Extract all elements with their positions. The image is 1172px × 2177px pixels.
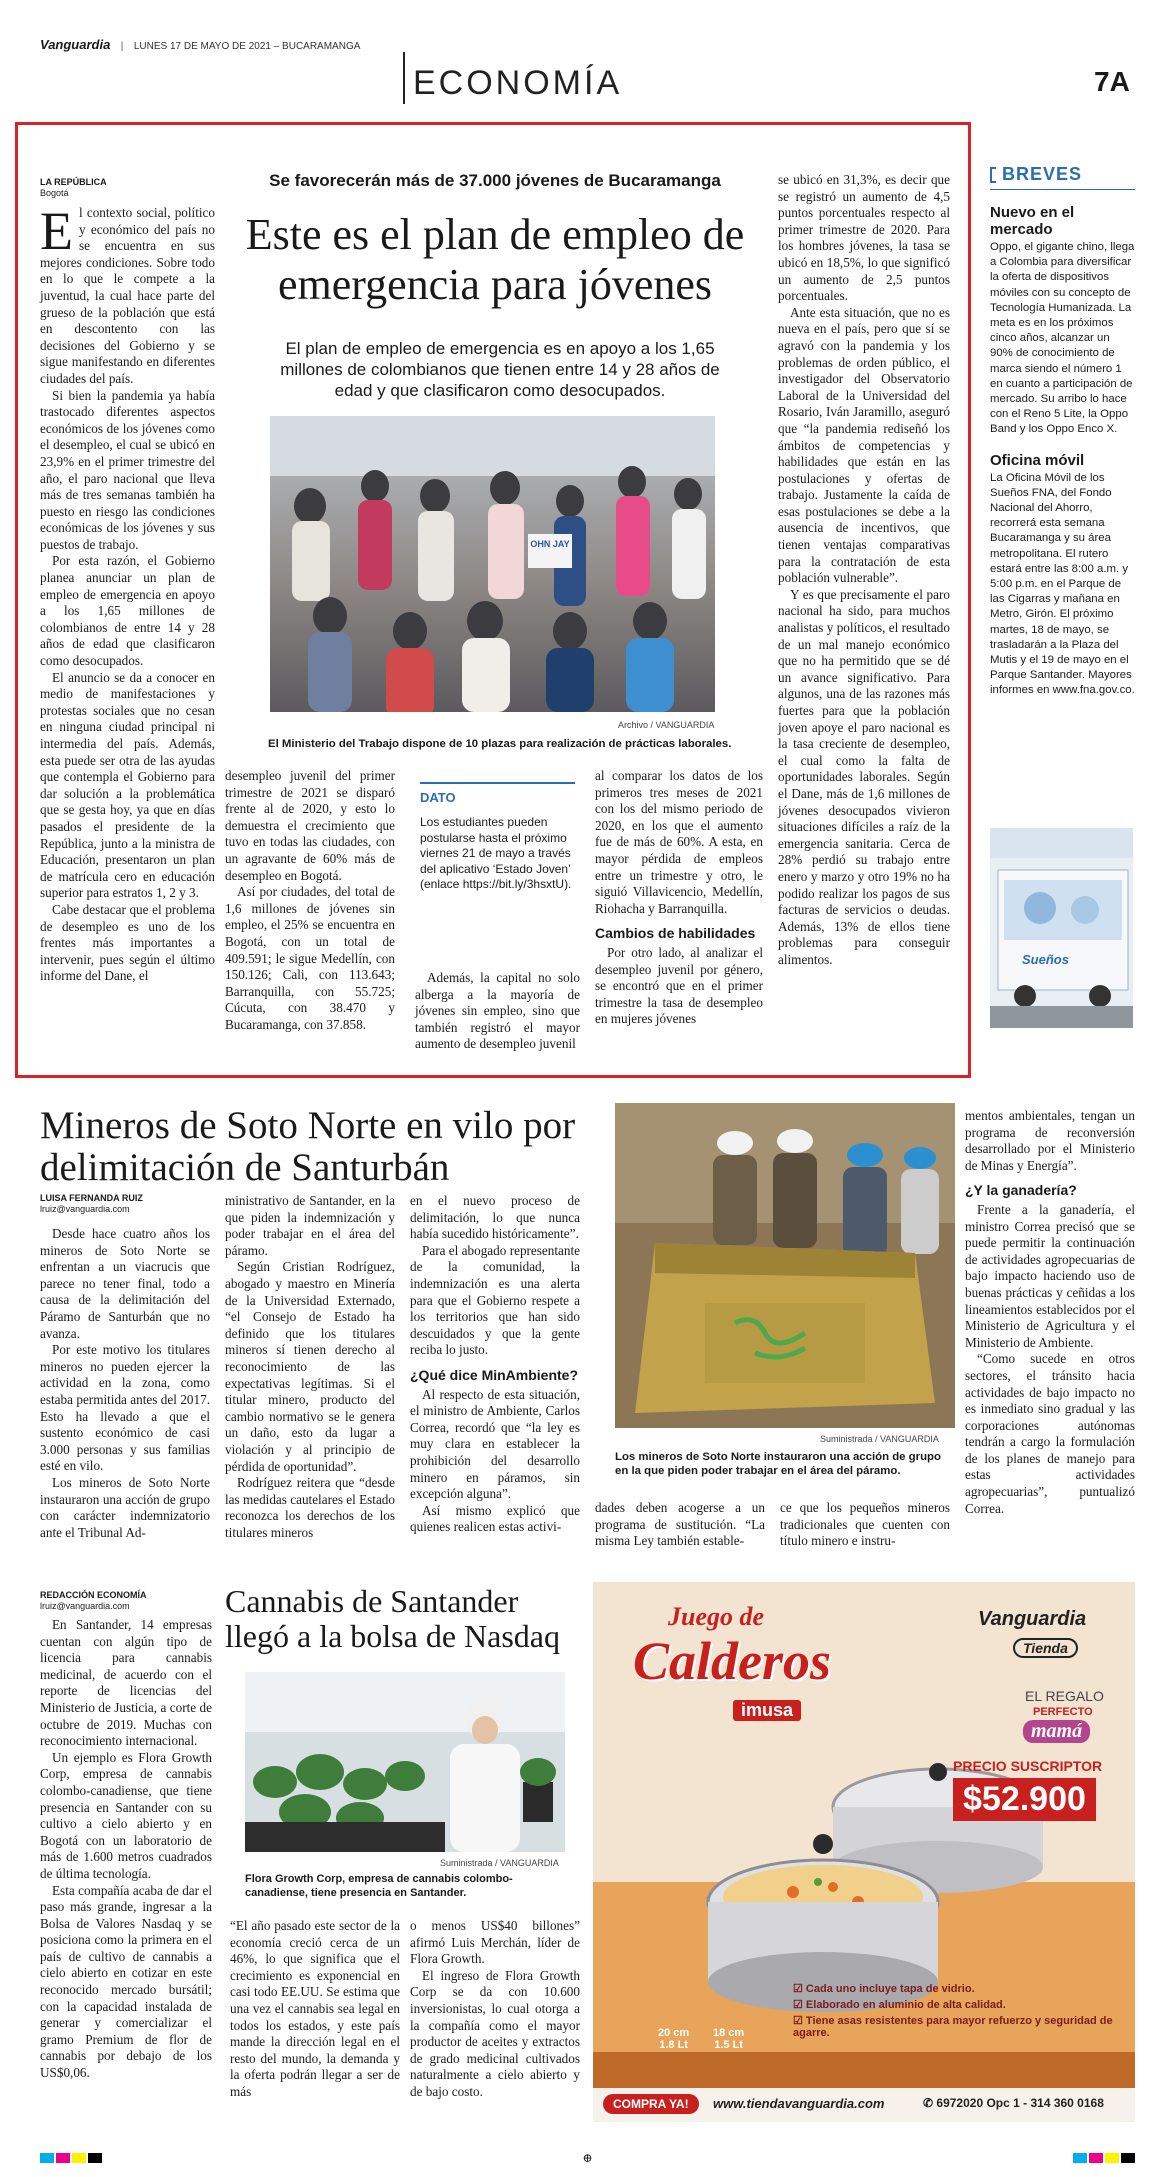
lead-column-4: al comparar los datos de los primeros tres meses de 2021 con los del mismo periodo de 2020, en los que el aumento fue de más de 60%. A esta, en mayor pérdida de empleos entre un trimestre y otro, le siguió Villavicencio, Medellín, Riohacha y Barranquilla. Cambios de habilidades Por otro lado, al analizar el desempleo juvenil por género, se encontró que en el primer trimestre la tasa de desempleo en mujeres jóvenes [595, 768, 763, 1027]
breves-item1-title: Nuevo en el mercado [990, 204, 1075, 238]
lead-subhead-habilidades: Cambios de habilidades [595, 925, 756, 942]
fna-truck-illustration [990, 828, 1133, 1028]
section-divider [403, 52, 405, 104]
ad-features [793, 1982, 1123, 2039]
lead-place: Bogotá [40, 188, 69, 198]
dato-label: DATO [420, 790, 456, 805]
ad-price-label: PRECIO SUSCRIPTOR [953, 1758, 1103, 1774]
lead-column-1: E l contexto social, político y económico del país no se encuentra en sus mejores condiciones. Sobre todo en lo que le compete a la juventud, la cual hace parte del grueso de la población que está en descontento con las decisiones del Gobierno y se sigue manifestando en diferentes ciudades del país. Si bien la pandemia ya había trastocado diferentes aspectos económicos de los jóvenes como el desempleo, el cual se ubicó en 23,9% en el primer trimestre del año, el paro nacional que lleva más de tres semanas también ha puesto en riesgo las condiciones económicas de los jóvenes y sus puestos de trabajo. Por esta razón, el Gobierno planea anunciar un plan de empleo de emergencia en apoyo a los 1,65 millones de colombianos de entre 14 y 28 años de edad que clasificaron como desocupados. El anuncio se da a conocer en medio de manifestaciones y protestas sociales que no cesan en ninguna ciudad principal ni intermedia del país. Además, esta puede ser otra de las ayudas que contempla el Gobierno para dar solución a la problemática que se gesta hoy, ya que en días pasados el presidente de la República, junto a la ministra de Educación, presentaron un plan de matrícula cero en educación superior para estratos 1, 2 y 3. Cabe destacar que el problema de desempleo es uno de los frentes más importantes a intervenir, pues según el último informe del Dane, el [40, 201, 215, 984]
ad-feature-3: ☑ Tiene asas resistentes para mayor refuerzo y seguridad de agarre. [793, 2015, 1113, 2039]
masthead: Vanguardia | LUNES 17 DE MAYO DE 2021 – BUCARAMANGA [40, 37, 361, 52]
mineros-headline: Mineros de Soto Norte en vilo por delimitación de Santurbán [40, 1104, 576, 1189]
ad-regalo-2: PERFECTO [1033, 1706, 1093, 1718]
cannabis-photo-credit: Suministrada / VANGUARDIA [440, 1858, 559, 1868]
mineros-column-1: Desde hace cuatro años los mineros de Soto Norte se enfrentan a un viacrucis que parece no tener final, todo a causa de la delimitación del Páramo de Santurbán que no avanza. Por este motivo los titulares mineros no pueden ejercer la actividad en la zona, como estaba permitida antes del 2017. Esto ha llevado a que el sustento económico de casi 3.000 personas y sus familias esté en vilo. Los mineros de Soto Norte instauraron una acción de grupo con carácter indemnizatorio ante el Tribunal Ad- [40, 1226, 210, 1540]
ad-size-2: 18 cm 1.5 Lt [713, 2027, 745, 2051]
registration-mark-icon: ⊕ [582, 2151, 593, 2165]
color-swatches-left [40, 2153, 102, 2163]
breves-item2-title: Oficina móvil [990, 451, 1085, 469]
section-title: ECONOMÍA [413, 64, 623, 102]
issue-date: LUNES 17 DE MAYO DE 2021 – BUCARAMANGA [133, 41, 361, 52]
cannabis-email: lruiz@vanguardia.com [40, 1601, 130, 1611]
mineros-column-3: en el nuevo proceso de delimitación, lo que nunca había sucedido históricamente”. Para el abogado representante de la comunidad, la indemnización es una alerta para que el Gobierno respete a los territorios que han sido descuidados y que la gente reciba lo justo. ¿Qué dice MinAmbiente? Al respecto de esta situación, el ministro de Ambiente, Carlos Correa, recordó que “la ley es muy clara en establecer la prohibición del desarrollo minero en páramos, sin excepción alguna”. Así mismo explicó que quienes realicen estas activi- [410, 1193, 580, 1535]
ad-size-1: 20 cm 1.8 Lt [658, 2027, 690, 2051]
breves-header: BREVES [990, 164, 1135, 190]
ad-headline-main: Calderos [633, 1631, 832, 1691]
mineros-photo-credit: Suministrada / VANGUARDIA [820, 1434, 939, 1444]
mineros-subhead-minambiente: ¿Qué dice MinAmbiente? [410, 1366, 579, 1383]
brand-logo: Vanguardia [40, 37, 111, 52]
lead-dropcap: E [40, 201, 73, 261]
ad-regalo-3: mamá [1023, 1720, 1090, 1743]
breves-truck-photo [990, 828, 1133, 1028]
lead-source: LA REPÚBLICA Bogotá [40, 177, 107, 198]
ad-tienda-logo: Tienda [1013, 1638, 1078, 1658]
breves-item2-text: La Oficina Móvil de los Sueños FNA, del Fondo Nacional del Ahorro, recorrerá esta semana Bucaramanga y su área metropolitana. El rutero estará entre las 8:00 a.m. y 5:00 p.m. en el Parque de las Cigarras y mañana en Metro, Girón. El próximo martes, 18 de mayo, se trasladarán a la Plaza del Mutis y el 19 de mayo en el Parque Santander. Mayores informes en www.fna.gov.co. [990, 471, 1135, 697]
truck-text: Sueños [1022, 952, 1069, 967]
mineros-photo-caption: Los mineros de Soto Norte instauraron una acción de grupo en la que piden poder trabajar en el área del páramo. [615, 1451, 941, 1477]
lead-photo-caption: El Ministerio del Trabajo dispone de 10 plazas para realización de prácticas laborales. [268, 738, 732, 750]
ad-vanguardia-logo: Vanguardia [978, 1608, 1087, 1630]
lead-subtitle: El plan de empleo de emergencia es en apoyo a los 1,65 millones de colombianos que tienen entre 14 y 28 años de edad y que clasificaron como desocupados. [280, 339, 720, 400]
mineros-email: lruiz@vanguardia.com [40, 1204, 130, 1214]
lead-kicker: Se favorecerán más de 37.000 jóvenes de Bucaramanga [269, 171, 721, 190]
phone-icon: ✆ [923, 2096, 934, 2110]
ad-price: $52.900 [953, 1778, 1096, 1821]
ad-cta-button[interactable]: COMPRA YA! [603, 2094, 699, 2114]
lead-photo-crowd [270, 416, 715, 712]
lead-column-2: desempleo juvenil del primer trimestre de 2021 se disparó frente al de 2020, y esto lo demuestra el crecimiento que tuvo en todas las ciudades, con un agravante de 60% más de desempleo en Bogotá. Así por ciudades, del total de 1,6 millones de jóvenes sin empleo, el 25% se encuentra en Bogotá, con un total de 409.591; le sigue Medellín, con 150.126; Cali, con 113.643; Barranquilla, con 55.725; Cúcuta, con 38.470 y Bucaramanga, con 37.858. [225, 768, 395, 1032]
crowd-photo-illustration [270, 416, 715, 712]
ad-brand-imusa: imusa [733, 1700, 801, 1721]
ad-url-link[interactable]: www.tiendavanguardia.com [713, 2096, 885, 2111]
cannabis-column-2: “El año pasado este sector de la economía creció cerca de un 46%, lo que significa que el crecimiento es exponencial en casi todo EE.UU. Se estima que una vez el cannabis sea legal en todos los estados, y este país mande la dirección legal en el resto del mundo, la demanda y la oferta podrán llegar a ser de más [230, 1918, 400, 2099]
cannabis-photo [245, 1672, 565, 1852]
lab-photo-illustration [245, 1672, 565, 1852]
mineros-column-6: mentos ambientales, tengan un programa de reconversión desarrollado por el Ministerio de Minas y Energía”. ¿Y la ganadería? Frente a la ganadería, el ministro Correa precisó que se puede permitir la continuación de actividades agropecuarias de bajo impacto haciendo uso de buenas prácticas y ceñidas a los lineamientos establecidos por el Ministerio de Agricultura y el Ministerio de Ambiente. “Como sucede en otros sectores, el tránsito hacia actividades de bajo impacto no es inmediato sino gradual y las corporaciones autónomas tendrán a cargo la formulación de los planes de manejo para estas actividades agropecuarias”, puntualizó Correa. [965, 1108, 1135, 1516]
ad-feature-1: ☑ Cada uno incluye tapa de vidrio. [793, 1983, 975, 1995]
calderos-ad[interactable] [593, 1582, 1135, 2122]
ad-feature-2: ☑ Elaborado en aluminio de alta calidad. [793, 1999, 1006, 2011]
print-registration-bar [40, 2152, 1135, 2164]
miners-photo-illustration [615, 1103, 955, 1428]
lead-column-5: se ubicó en 31,3%, es decir que se registró un aumento de 4,5 puntos porcentuales respecto al primer trimestre de 2020. Para los hombres jóvenes, la tasa se ubicó en 18,5%, lo que significó un aumento de 2,5 puntos porcentuales. Ante esta situación, que no es nueva en el país, pero que sí se agravó con la pandemia y los problemas de orden público, el investigador del Observatorio Laboral de la Universidad del Rosario, Iván Jaramillo, aseguró que “la pandemia rediseñó los ámbitos de competencias y habilidades que están en las postulaciones y ofertas de trabajo. Justamente la caída de esas postulaciones se debe a la ausencia de incentivos, que tienen ventajas comparativas para la contratación de esta población vulnerable”. Y es que precisamente el paro nacional ha sido, para muchos analistas y políticos, el resultado de un mal manejo económico que no ha permitido que se dé un avance significativo. Para algunos, una de las razones más fuertes para que la población joven apoye el paro nacional es la tasa creciente de desempleo, el cual como la falta de oportunidades laborales. Según el Dane, más de 1,6 millones de jóvenes desocupados vivieron situaciones difíciles a raíz de la emergencia sanitaria. Cerca de 28% perdió su trabajo entre enero y marzo y otro 19% no ha podido realizar los pagos de sus facturas de servicios o deudas. Además, 13% de ellos tiene problemas para conseguir alimentos. [778, 172, 950, 967]
cannabis-byline: REDACCIÓN ECONOMÍA lruiz@vanguardia.com [40, 1590, 147, 1611]
dato-text: Los estudiantes pueden postularse hasta el próximo viernes 21 de mayo a través del aplicativo ‘Estado Joven’ (enlace https://bit.ly/3hsxtU). [420, 815, 572, 891]
mineros-photo [615, 1103, 955, 1428]
page-number: 7A [1094, 66, 1130, 97]
breves-item1-text: Oppo, el gigante chino, llega a Colombia para diversificar la oferta de dispositivos móviles con su concepto de Tecnología Humanizada. La meta es en los próximos cinco años, alcanzar un 90% de conocimiento de marca siendo el número 1 en cuanto a participación de mercado. Su arribo lo hace con el Reno 5 Lite, la Oppo Band y los Oppo Enco X. [990, 241, 1135, 436]
breves-bracket [990, 167, 996, 183]
color-swatches-right [1073, 2153, 1135, 2163]
cannabis-headline: Cannabis de Santander llegó a la bolsa de Nasdaq [225, 1583, 560, 1654]
mineros-column-4: dades deben acogerse a un programa de sustitución. “La misma Ley también estable- [595, 1500, 765, 1549]
cannabis-column-1: En Santander, 14 empresas cuentan con algún tipo de licencia para cannabis medicinal, de acuerdo con el reporte de licencias del Ministerio de Justicia, a corte de octubre de 2019. Muchas con reconocimiento internacional. Un ejemplo es Flora Growth Corp, empresa de cannabis colombo-canadiense, que tiene presencia en Santander con su cultivo a cielo abierto y en Bogotá con un laboratorio de más de 1.600 metros cuadrados de última tecnología. Esta compañía acaba de dar el paso más grande, ingresar a la Bolsa de Valores Nasdaq y se posiciona como la primera en el país de cultivo de cannabis a cielo abierto en cotizar en este reconocido mercado bursátil; con la capacidad instalada de generar y comercializar el gramo Premium de flor de cannabis por debajo de los US$0,06. [40, 1617, 212, 2081]
mineros-column-2: ministrativo de Santander, en la que piden la indemnización y poder trabajar en el área del páramo. Según Cristian Rodríguez, abogado y maestro en Minería de la Universidad Externado, “el Consejo de Estado ha definido que los titulares mineros sí tienen derecho al reconocimiento de las expectativas legítimas. Si el titular minero, producto del cambio normativo se le genera un daño, esto da lugar a violación y al principio de pérdida de oportunidad”. Rodríguez reitera que “desde las medidas cautelares el Estado reconozca los derechos de los titulares mineros [225, 1193, 395, 1540]
dato-rule [420, 782, 575, 784]
mineros-column-5: ce que los pequeños mineros tradicionales que cuenten con título minero e instru- [780, 1500, 950, 1549]
breves-sidebar [990, 164, 1135, 699]
cannabis-column-3: o menos US$40 billones” afirmó Luis Merchán, líder de Flora Growth. El ingreso de Flora Growth Corp se da con 10.600 inversionistas, lo cual otorga a la compañía como el mayor productor de aceites y extractos de grado medicinal cultivados naturalmente a cielo abierto y de bajo costo. [410, 1918, 580, 2099]
lead-column-3: Además, la capital no solo alberga a la mayoría de jóvenes sin empleo, sino que también registró el mayor aumento de desempleo juvenil [415, 970, 580, 1052]
lead-photo-credit: Archivo / VANGUARDIA [618, 720, 715, 730]
ad-regalo-1: EL REGALO [1025, 1688, 1104, 1704]
cannabis-photo-caption: Flora Growth Corp, empresa de cannabis colombo-canadiense, tiene presencia en Santander. [245, 1873, 513, 1899]
dato-box [420, 782, 575, 922]
photo-sign-text: OHN JAY [530, 539, 570, 549]
lead-headline: Este es el plan de empleo de emergencia para jóvenes [245, 210, 745, 309]
ad-headline-top: Juego de [668, 1602, 765, 1631]
ad-phone: ✆ 6972020 Opc 1 - 314 360 0168 [923, 2096, 1104, 2110]
mineros-subhead-ganaderia: ¿Y la ganadería? [965, 1182, 1077, 1199]
mineros-byline: LUISA FERNANDA RUIZ lruiz@vanguardia.com [40, 1193, 143, 1214]
